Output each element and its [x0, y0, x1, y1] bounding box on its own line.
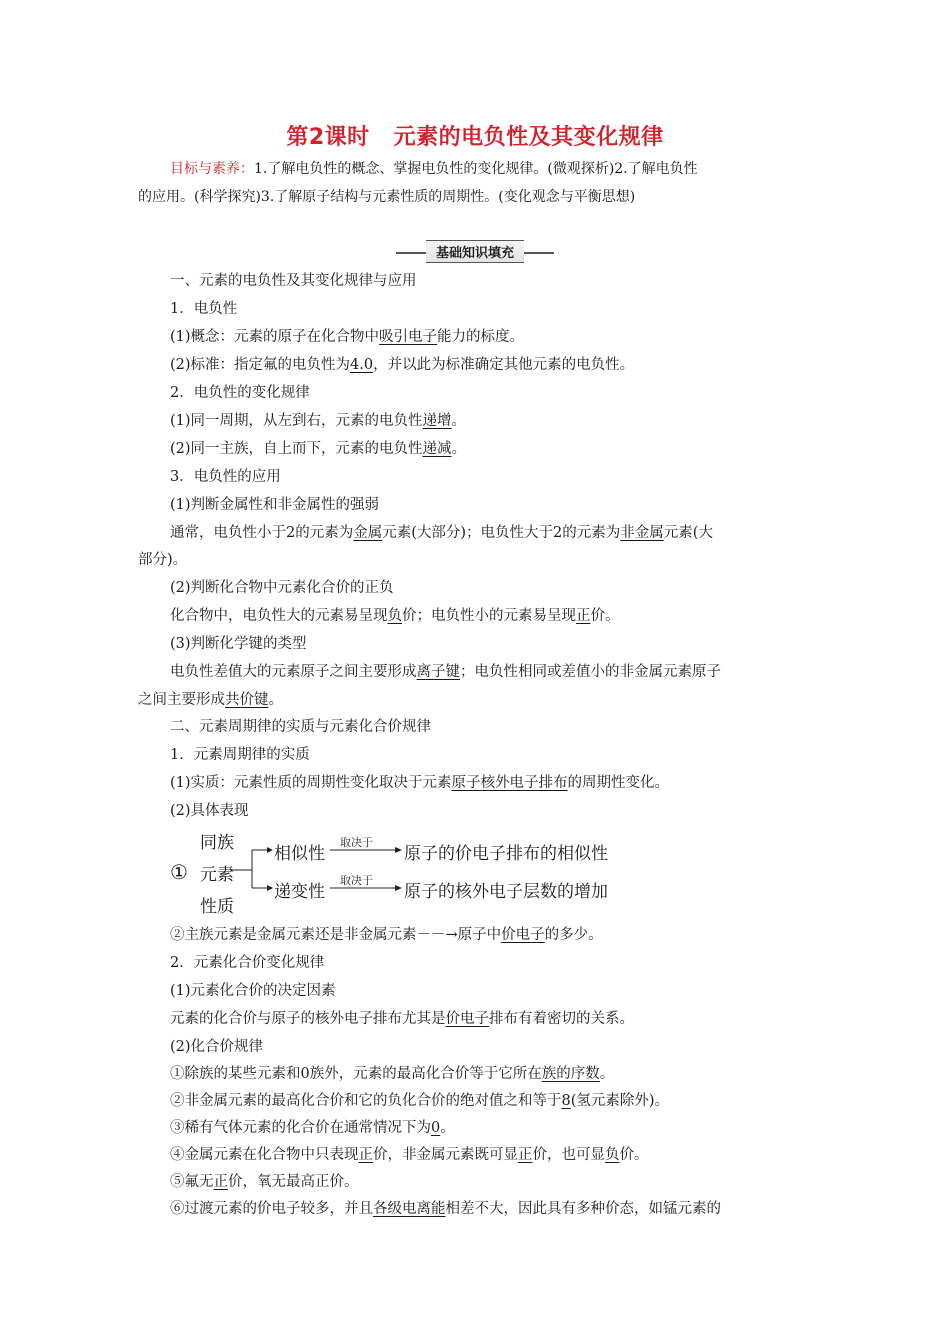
answer-blank: 吸引电子: [379, 329, 438, 345]
diagram-left-1: 同族: [200, 833, 234, 853]
answer-blank: 金属: [353, 525, 383, 541]
lesson-topic: 元素的电负性及其变化规律: [393, 125, 664, 150]
answer-blank: 正: [358, 1147, 373, 1163]
answer-blank: 正: [576, 608, 591, 624]
text-line: (2)同一主族，自上而下，元素的电负性递减。: [170, 441, 467, 457]
dashed-arrow: －－→: [416, 927, 458, 943]
text-line: ②主族元素是金属元素还是非金属元素－－→原子中价电子的多少。: [170, 927, 603, 943]
goals-text-2: 的应用。(科学探究)3.了解原子结构与元素性质的周期性。(变化观念与平衡思想): [138, 189, 636, 205]
section-1-heading: 一、元素的电负性及其变化规律与应用: [170, 273, 417, 289]
text-line: 化合物中，电负性大的元素易呈现负价；电负性小的元素易呈现正价。: [170, 608, 620, 624]
answer-blank: 原子核外电子排布: [451, 775, 568, 791]
circled-number: ①: [170, 860, 188, 884]
answer-blank: 非金属: [620, 525, 664, 541]
arrow-label-bottom: 取决于: [340, 874, 373, 887]
answer-blank: 价电子: [445, 1011, 489, 1027]
diagram-left-2: 元素: [200, 865, 234, 885]
answer-blank: 8: [561, 1093, 571, 1109]
answer-blank: 正: [518, 1147, 533, 1163]
text-line: (1)实质：元素性质的周期性变化取决于元素原子核外电子排布的周期性变化。: [170, 775, 670, 791]
text-line: ②非金属元素的最高化合价和它的负化合价的绝对值之和等于8(氢元素除外)。: [170, 1093, 670, 1109]
text-line: (1)同一周期，从左到右，元素的电负性递增。: [170, 413, 467, 429]
text-line: (2)标准：指定氟的电负性为4.0，并以此为标准确定其他元素的电负性。: [170, 357, 635, 373]
banner-label: 基础知识填充: [426, 240, 524, 263]
diagram-similarity: 相似性: [274, 844, 325, 864]
text-line: ⑤氟无正价，氧无最高正价。: [170, 1174, 359, 1190]
answer-blank: 负: [387, 608, 402, 624]
text-line: (1)元素化合价的决定因素: [170, 983, 336, 999]
text-line: (2)具体表现: [170, 803, 249, 819]
diagram-gradation: 递变性: [274, 882, 325, 902]
section-banner: [0, 240, 950, 263]
text-line: (1)概念：元素的原子在化合物中吸引电子能力的标度。: [170, 329, 525, 345]
section-2-heading: 二、元素周期律的实质与元素化合价规律: [170, 719, 431, 735]
text-line: (1)判断金属性和非金属性的强弱: [170, 497, 380, 513]
learning-goals: [138, 155, 818, 211]
answer-blank: 递减: [422, 441, 452, 457]
goals-text-1: 1.了解电负性的概念、掌握电负性的变化规律。(微观探析)2.了解电负性: [254, 161, 698, 177]
diagram-result-top: 原子的价电子排布的相似性: [404, 844, 608, 864]
subheading-essence: 1．元素周期律的实质: [170, 747, 310, 763]
lesson-number: 第2课时: [286, 125, 370, 150]
answer-blank: 0: [431, 1120, 441, 1136]
answer-blank: 共价键: [225, 692, 269, 708]
text-line: ①除族的某些元素和0族外，元素的最高化合价等于它所在族的序数。: [170, 1066, 615, 1082]
text-line: (3)判断化学键的类型: [170, 636, 307, 652]
subheading-application: 3．电负性的应用: [170, 469, 281, 485]
answer-blank: 离子键: [416, 664, 460, 680]
answer-blank: 正: [213, 1174, 228, 1190]
subheading-trend: 2．电负性的变化规律: [170, 385, 310, 401]
answer-blank: 族的序数: [541, 1066, 600, 1082]
text-line: (2)判断化合物中元素化合价的正负: [170, 580, 394, 596]
arrow-label-top: 取决于: [340, 836, 373, 849]
periodicity-diagram: [170, 824, 650, 917]
text-line: 通常，电负性小于2的元素为金属元素(大部分)；电负性大于2的元素为非金属元素(大: [170, 525, 713, 541]
text-line: 电负性差值大的元素原子之间主要形成离子键；电负性相同或差值小的非金属元素原子: [170, 664, 721, 680]
page-title: [0, 120, 950, 151]
text-line: (2)化合价规律: [170, 1039, 264, 1055]
diagram-result-bottom: 原子的核外电子层数的增加: [404, 882, 608, 902]
text-line: ⑥过渡元素的价电子较多，并且各级电离能相差不大，因此具有多种价态，如锰元素的: [170, 1201, 721, 1217]
text-line: 元素的化合价与原子的核外电子排布尤其是价电子排布有着密切的关系。: [170, 1011, 634, 1027]
answer-blank: 4.0: [350, 357, 374, 373]
subheading-electronegativity: 1．电负性: [170, 301, 238, 317]
text-line: 部分)。: [138, 552, 188, 568]
answer-blank: 递增: [422, 413, 452, 429]
subheading-valence: 2．元素化合价变化规律: [170, 955, 325, 971]
answer-blank: 各级电离能: [373, 1201, 446, 1217]
text-line: 之间主要形成共价键。: [138, 692, 283, 708]
text-line: ④金属元素在化合物中只表现正价，非金属元素既可显正价，也可显负价。: [170, 1147, 649, 1163]
goals-label: 目标与素养：: [170, 161, 254, 177]
answer-blank: 价电子: [501, 927, 545, 943]
diagram-left-3: 性质: [200, 897, 234, 917]
text-line: ③稀有气体元素的化合价在通常情况下为0。: [170, 1120, 455, 1136]
answer-blank: 负: [605, 1147, 620, 1163]
